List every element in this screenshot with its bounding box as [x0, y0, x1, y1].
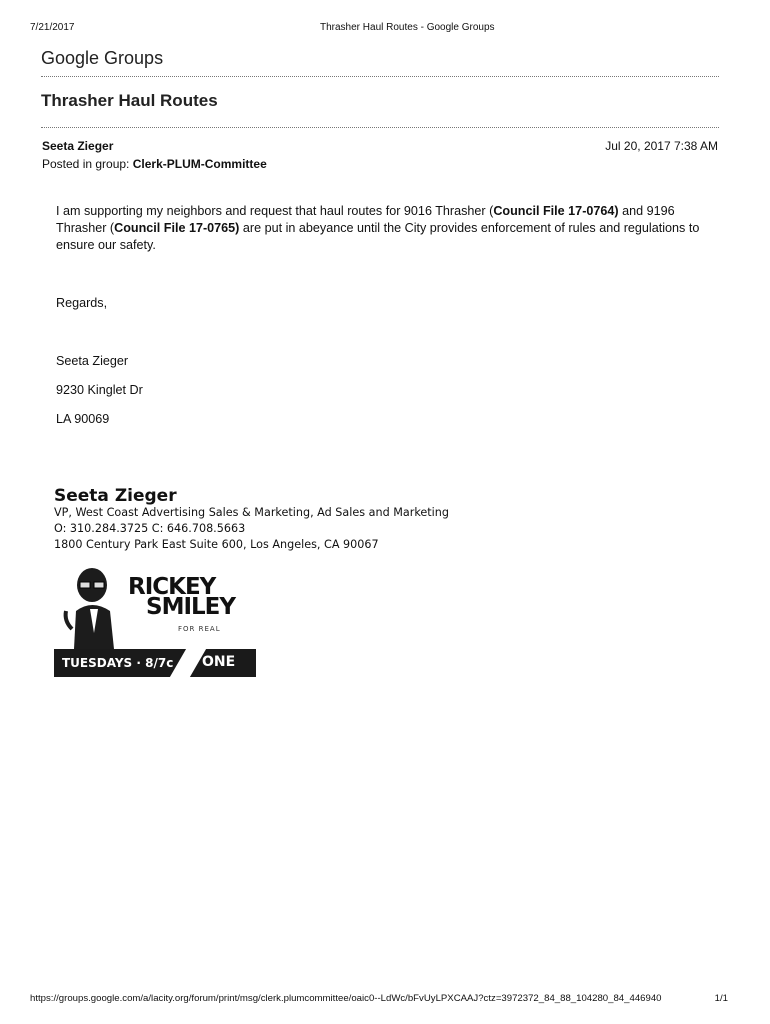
post-date: Jul 20, 2017 7:38 AM	[605, 139, 718, 153]
signoff-address-city: LA 90069	[56, 412, 110, 426]
signature-role: VP, West Coast Advertising Sales & Marketing, Ad Sales and Marketing	[54, 506, 449, 519]
host-portrait-icon	[54, 563, 128, 649]
body-text-part2: and 9196 Thrasher (	[56, 204, 675, 235]
signature-phones: O: 310.284.3725 C: 646.708.5663	[54, 522, 246, 535]
promo-banner-image	[54, 563, 256, 677]
topic-title: Thrasher Haul Routes	[41, 91, 218, 110]
signature-name: Seeta Zieger	[54, 486, 177, 506]
promo-notch	[170, 649, 206, 677]
page-number: 1/1	[714, 993, 728, 1004]
header-divider	[41, 76, 719, 77]
regards: Regards,	[56, 296, 108, 310]
signoff-name: Seeta Zieger	[56, 354, 129, 368]
promo-title-line2: SMILEY	[146, 594, 236, 620]
promo-title-line1: RICKEY	[128, 574, 216, 600]
print-date: 7/21/2017	[30, 22, 75, 33]
app-title[interactable]: Google Groups	[41, 48, 164, 68]
print-url: https://groups.google.com/a/lacity.org/forum/print/msg/clerk.plumcommittee/oaic0--LdWc/bFvUyLPXCAAJ?ctz=3972372_84_88_104280_84_446940	[30, 993, 662, 1004]
council-file-2: Council File 17-0765)	[114, 221, 240, 235]
group-name-link[interactable]: Clerk-PLUM-Committee	[132, 157, 267, 171]
print-page-title: Thrasher Haul Routes - Google Groups	[320, 22, 495, 33]
posted-in-group	[42, 157, 267, 171]
post-body	[56, 203, 706, 254]
posted-in-label: Posted in group:	[42, 157, 133, 171]
council-file-1: Council File 17-0764)	[493, 204, 619, 218]
promo-schedule: TUESDAYS · 8/7c	[62, 656, 174, 670]
body-text-part3: are put in abeyance until the City provides enforcement of rules and regulations to ensure our safety.	[56, 221, 700, 252]
promo-subtitle: FOR REAL	[178, 625, 221, 633]
signature-address: 1800 Century Park East Suite 600, Los Angeles, CA 90067	[54, 538, 379, 551]
promo-show-title	[128, 574, 236, 620]
topic-divider	[41, 127, 719, 128]
network-logo: ONE	[202, 654, 236, 670]
promo-schedule-bar	[54, 649, 256, 677]
post-author[interactable]: Seeta Zieger	[42, 139, 114, 153]
body-text-part1: I am supporting my neighbors and request that haul routes for 9016 Thrasher (	[56, 204, 494, 218]
signoff-address-street: 9230 Kinglet Dr	[56, 383, 143, 397]
